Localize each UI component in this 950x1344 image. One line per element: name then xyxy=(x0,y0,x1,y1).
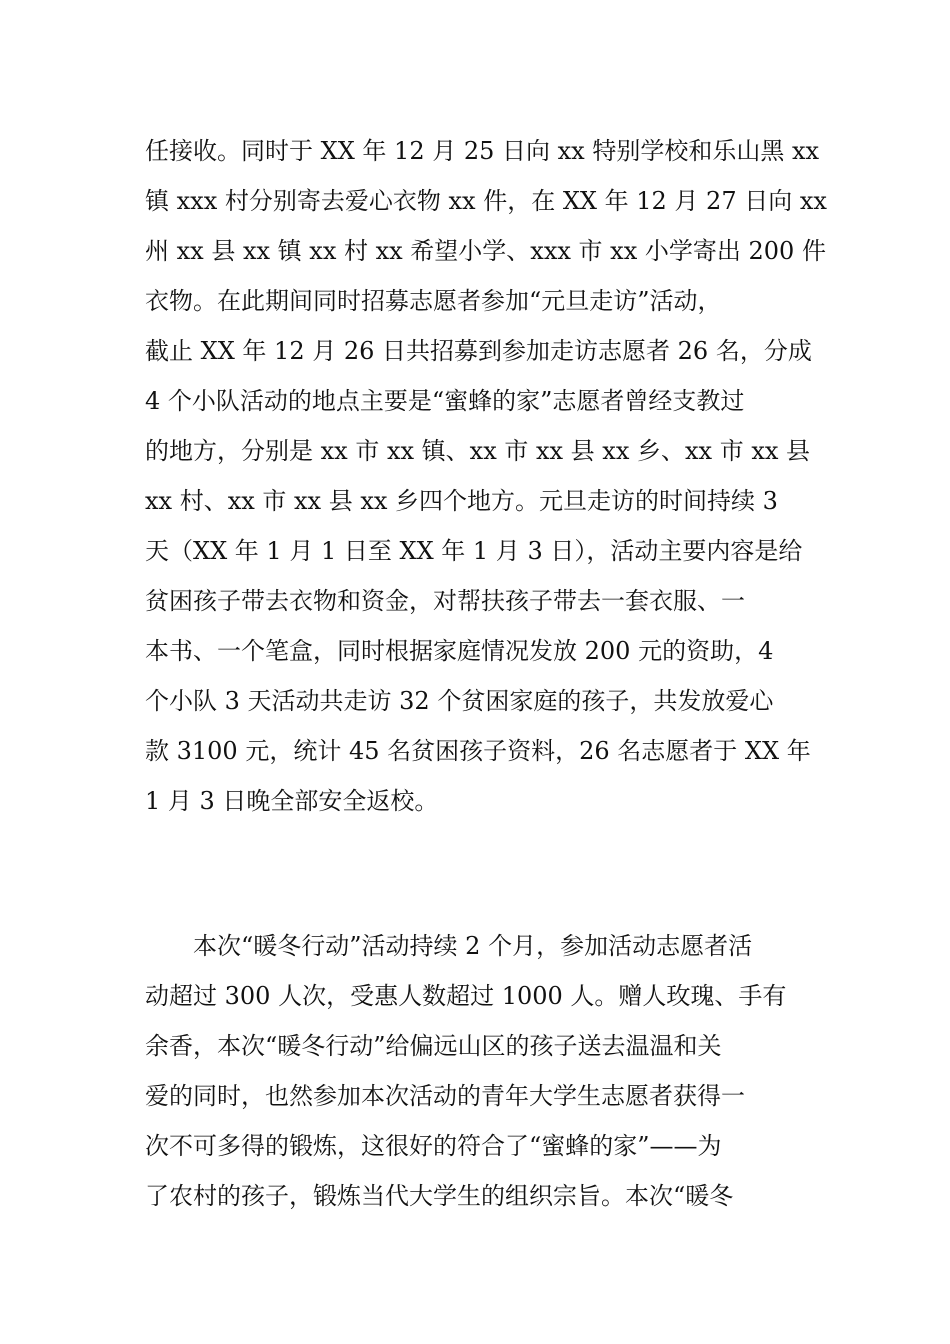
paragraph-1-line-1: 任接收。同时于 XX 年 12 月 25 日向 xx 特别学校和乐山黑 xx xyxy=(145,137,820,165)
paragraph-1-line-8: xx 村、xx 市 xx 县 xx 乡四个地方。元旦走访的时间持续 3 xyxy=(145,487,778,515)
paragraph-1-line-4: 衣物。在此期间同时招募志愿者参加“元旦走访”活动， xyxy=(145,287,722,315)
paragraph-2-line-6: 了农村的孩子，锻炼当代大学生的组织宗旨。本次“暖冬 xyxy=(145,1182,734,1210)
paragraph-1-line-7: 的地方，分别是 xx 市 xx 镇、xx 市 xx 县 xx 乡、xx 市 xx 县 xyxy=(145,437,811,465)
paragraph-1-line-10: 贫困孩子带去衣物和资金，对帮扶孩子带去一套衣服、一 xyxy=(145,587,745,615)
paragraph-2-line-2: 动超过 300 人次，受惠人数超过 1000 人。赠人玫瑰、手有 xyxy=(145,982,787,1010)
paragraph-2-line-5: 次不可多得的锻炼，这很好的符合了“蜜蜂的家”——为 xyxy=(145,1132,722,1160)
paragraph-1-line-3: 州 xx 县 xx 镇 xx 村 xx 希望小学、xxx 市 xx 小学寄出 200 件 xyxy=(145,237,826,265)
paragraph-2-line-4: 爱的同时，也然参加本次活动的青年大学生志愿者获得一 xyxy=(145,1082,745,1110)
paragraph-1-line-13: 款 3100 元，统计 45 名贫困孩子资料，26 名志愿者于 XX 年 xyxy=(145,737,811,765)
paragraph-1-line-11: 本书、一个笔盒，同时根据家庭情况发放 200 元的资助，4 xyxy=(145,637,774,665)
paragraph-1-line-5: 截止 XX 年 12 月 26 日共招募到参加走访志愿者 26 名，分成 xyxy=(145,337,812,365)
paragraph-1-line-12: 个小队 3 天活动共走访 32 个贫困家庭的孩子，共发放爱心 xyxy=(145,687,774,715)
paragraph-1-line-2: 镇 xxx 村分别寄去爱心衣物 xx 件，在 XX 年 12 月 27 日向 xx xyxy=(145,187,827,215)
paragraph-1-line-6: 4 个小队活动的地点主要是“蜜蜂的家”志愿者曾经支教过 xyxy=(145,387,745,415)
paragraph-2-line-1: 本次“暖冬行动”活动持续 2 个月，参加活动志愿者活 xyxy=(145,932,753,960)
paragraph-1-line-9: 天（XX 年 1 月 1 日至 XX 年 1 月 3 日），活动主要内容是给 xyxy=(145,537,803,565)
paragraph-1-line-14: 1 月 3 日晚全部安全返校。 xyxy=(145,787,439,815)
paragraph-2-line-3: 余香，本次“暖冬行动”给偏远山区的孩子送去温温和关 xyxy=(145,1032,722,1060)
